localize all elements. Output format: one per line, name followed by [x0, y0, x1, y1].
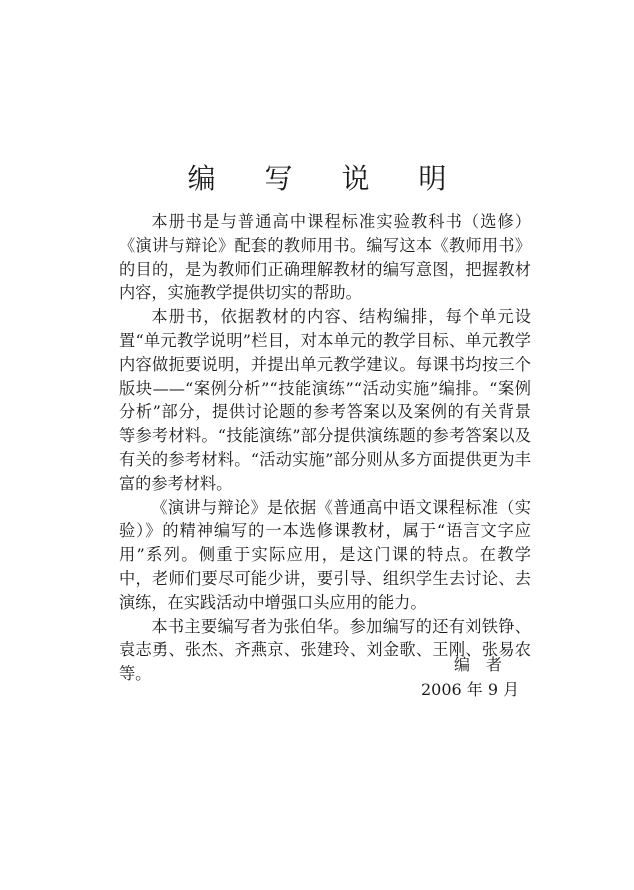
paragraph-structure: 本册书，依据教材的内容、结构编排，每个单元设置“单元教学说明”栏目，对本单元的教学目标、单元教学内容做扼要说明，并提出单元教学建议。每课书均按三个版块——“案例分析”“技能演练”“活动实施”编排。“案例分析”部分，提供讨论题的参考答案以及案例的有关背景等参考材料。“技能演练”部分提供演练题的参考答案以及有关的参考材料。“活动实施”部分则从多方面提供更为丰富的参考材料。	[119, 307, 531, 493]
signature-date: 2006 年 9 月	[421, 680, 520, 699]
page-title: 编 写 说 明	[187, 161, 467, 195]
signature-author: 编者	[454, 655, 519, 674]
body-text	[119, 210, 531, 686]
paragraph-authors: 本书主要编写者为张伯华。参加编写的还有刘铁铮、袁志勇、张杰、齐燕京、张建玲、刘金歌、王刚、张易农等。	[119, 616, 531, 684]
paragraph-intro: 本册书是与普通高中课程标准实验教科书（选修）《演讲与辩论》配套的教师用书。编写这本《教师用书》的目的，是为教师们正确理解教材的编写意图，把握教材内容，实施教学提供切实的帮助。	[119, 212, 531, 303]
paragraph-textbook: 《演讲与辩论》是依据《普通高中语文课程标准（实验）》的精神编写的一本选修课教材，属于“语言文字应用”系列。侧重于实际应用，是这门课的特点。在教学中，老师们要尽可能少讲，要引导、组织学生去讨论、去演练，在实践活动中增强口头应用的能力。	[119, 497, 531, 612]
